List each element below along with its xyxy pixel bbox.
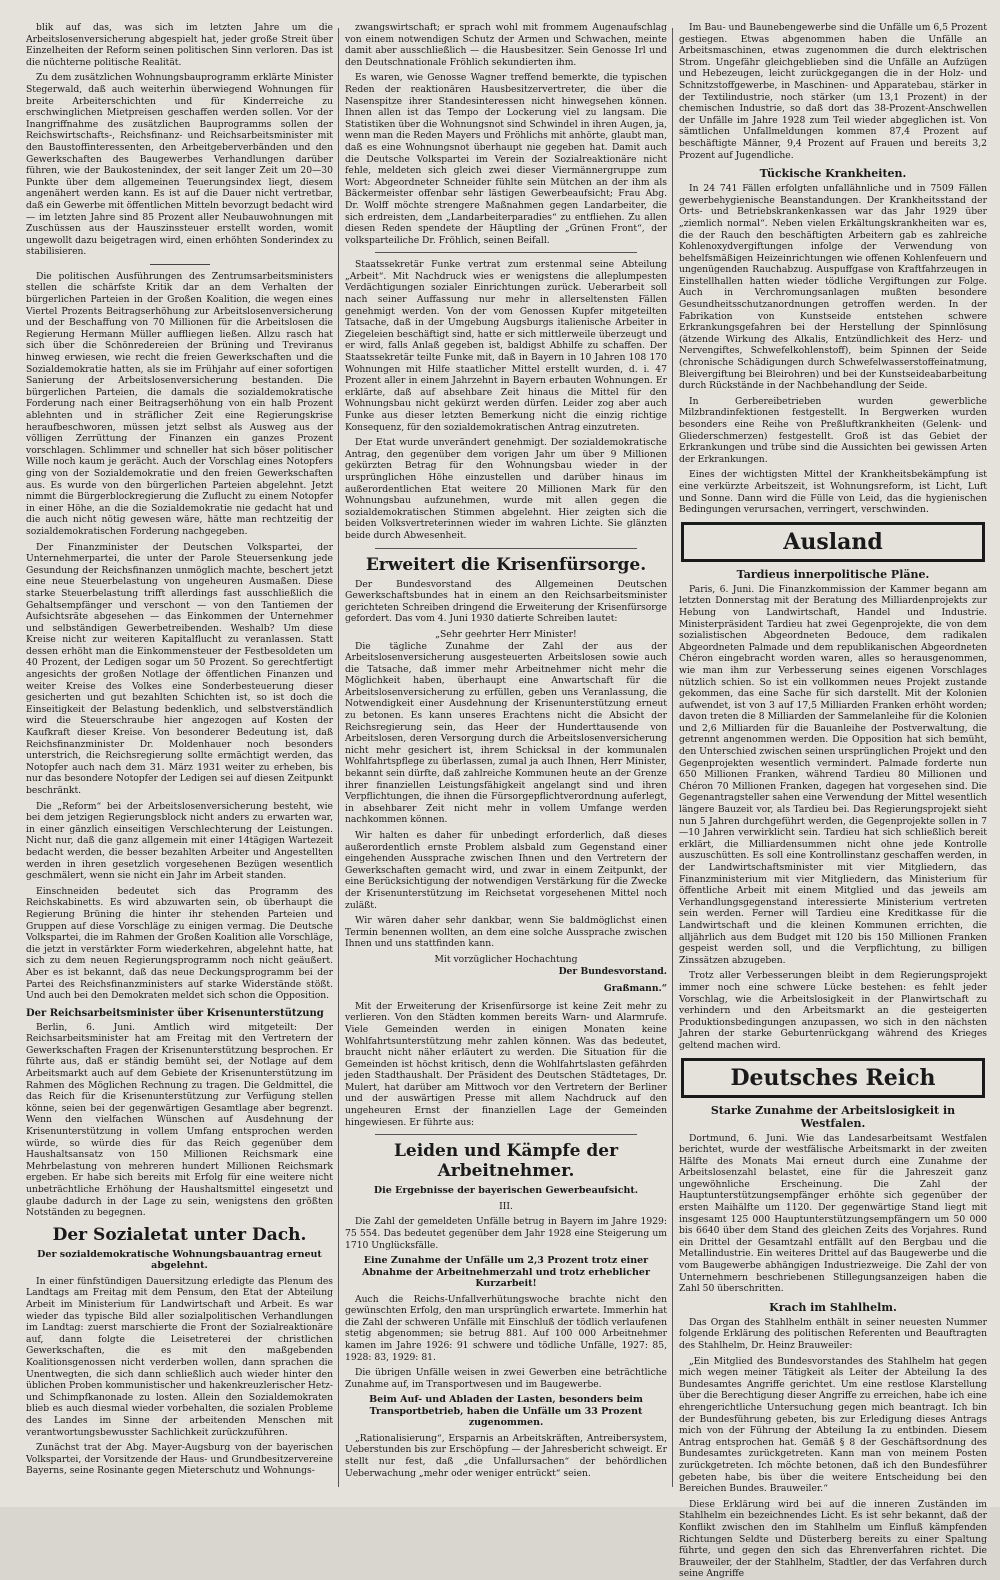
letter-closing: Mit vorzüglicher Hochachtung	[434, 953, 578, 965]
article-paragraph: Einschneiden bedeutet sich das Programm des Reichskabinetts. Es wird abzuwarten sein, ob überhaupt die Regierung Brüning die hinter ihr stehenden Parteien und Gruppen auf diese Vorschläge zu einigen vermag. Die Deutsche Volkspartei, die im Rahmen der Großen Koalition alle Vorschläge, die jetzt in verstärkter Form wiederkehren, abgelehnt hatte, hat sich zu dem neuen Regierungsprogramm noch nicht geäußert. Aber es ist bekannt, daß das neue Deckungsprogramm bei der Partei des Reichsfinanzministers auf starke Widerstände stößt. Und auch bei den Demokraten meldet sich schon die Opposition.	[26, 885, 333, 1002]
article-paragraph: Der Finanzminister der Deutschen Volkspartei, der Unternehmerpartei, die unter der Parole Steuersenkung jede Gesundung der Reichsfinanzen unmöglich machte, beschert jetzt eine neue Steuerbelastung von ungeheuren Ausmaßen. Diese starke Steuerbelastung trifft allerdings fast ausschließlich die Gehaltsempfänger und verschont — von den Tantiemen der Aufsichtsräte abgesehen — das Einkommen der Unternehmer und selbständigen Gewerbetreibenden. Weshalb? Um diese Kreise nicht zur weiteren Kapitalflucht zu veranlassen. Statt dessen erhöht man die Einkommensteuer der Festbesoldeten um 40 Prozent, der Ledigen sogar um 50 Prozent. So gerechtfertigt angesichts der großen Notlage der öffentlichen Finanzen und weiter Kreise des Volkes eine Sonderbesteuerung dieser gesicherten und gut bezahlten Schichten ist, so ist doch die Einseitigkeit der Belastung bedenklich, und selbstverständlich wird die Steuerschraube hier angezogen auf Kosten der Kaufkraft dieser Kreise. Von besonderer Bedeutung ist, daß Reichsfinanzminister Dr. Moldenhauer noch besonders unterstrich, die Reichsregierung sollte ermächtigt werden, das Notopfer auch nach dem 31. März 1931 weiter zu erheben, bis nur das besondere Notopfer der Ledigen sei auf diesen Zeitpunkt beschränkt.	[26, 541, 333, 796]
article-paragraph: Die „Reform“ bei der Arbeitslosenversicherung besteht, wie bei dem jetzigen Regierungsblock nicht anders zu erwarten war, in einer gänzlich einseitigen Verschlechterung der Leistungen. Nicht nur, daß die ganz allgemein mit einer 14tägigen Wartezeit bedacht werden, die besser bezahlten Arbeiter und Angestellten werden in ihren gesetzlich vorgesehenen Bezügen wesentlich geschmälert, wenn sie nicht ein Jahr im Arbeit standen.	[26, 800, 333, 882]
article-headline: Erweitert die Krisenfürsorge.	[365, 554, 647, 575]
article-paragraph: Auch die Reichs-Unfallverhütungswoche brachte nicht den gewünschten Erfolg, den man ursprünglich erwartete. Immerhin hat die Zahl der schweren Unfälle mit Einschluß der tödlich verlaufenen stetig abgenommen; sie betrug 881. Auf 100 000 Arbeitnehmer kamen im Jahre 1926: 91 schwere und tödliche Unfälle, 1927: 85, 1928: 83, 1929: 81.	[345, 1293, 667, 1363]
article-headline: Starke Zunahme der Arbeitslosigkeit in Westfalen.	[710, 1103, 956, 1130]
section-banner: Deutsches Reich	[681, 1058, 985, 1098]
article-paragraph: In Gerbereibetrieben wurden gewerbliche Milzbrandinfektionen festgestellt. In Bergwerken wurden besonders eine Reihe von Preßluftkrankheiten (Gelenk- und Gliederschmerzen) festgestellt. Groß ist das Gebiet der Erkrankungen und trübe sind die Aussichten bei gewissen Arten der Erkrankungen.	[679, 395, 987, 465]
article-paragraph: Paris, 6. Juni. Die Finanzkommission der Kammer begann am letzten Donnerstag mit der Beratung des Milliardenprojekts zur Hebung von Landwirtschaft, Handel und Industrie. Ministerpräsident Tardieu hat zwei Gegenprojekte, die von dem sozialistischen Abgeordneten Bedouce, dem radikalen Abgeordneten Palmade und dem republikanischen Abgeordneten Chéron eingebracht worden waren, alles so herausgenommen, wie man ihm zur Verbesserung seines eigenen Vorschlages nützlich schien. So ist ein vollkommen neues Projekt zustande gekommen, das eine Sache für sich darstellt. Mit der Kolonien aufwendet, ist von 3 auf 17,5 Milliarden Franken erhöht worden; davon treten die 8 Milliarden der Sammelanleihe für die Kolonien und 2,6 Milliarden für die Bauanleihe der Postverwaltung, die getrennt angenommen werden. Die Opposition hat sich bemüht, den Unterschied zwischen seinen ursprünglichen Projekt und den Gegenprojekten wesentlich vermindert. Palmade forderte nun 650 Millionen Franken, während Tardieu 80 Millionen und Chéron 70 Millionen Franken, dagegen hat vorgesehen sind. Die Gegenantragsteller sahen eine Verwendung der Mittel wesentlich längere Bauzeit vor, als Tardieu bei. Das Regierungsprojekt sieht nun 5 Jahren durchgeführt werden, die Gegenprojekte sollen in 7—10 Jahren verwirklicht sein. Tardieu hat sich schließlich bereit erklärt, die Milliardensummen nicht ohne jede Kontrolle auszuschütten. Es soll eine Kontrollinstanz geschaffen werden, in der Landwirtschaftsminister mit vier Mitgliedern, das Finanzministerium mit vier Mitgliedern, das Ministerium für öffentliche Arbeit mit einem Mitglied und das jeweils am Verhandlungsgegenstand interessierte Ministerium vertreten sein werden. Ferner will Tardieu eine Kreditkasse für die Landwirtschaft und die kleinen Kommunen errichten, die alljährlich aus dem Budget mit 120 bis 150 Millionen Franken gespeist werden soll, und die Verpflichtung, zu billigen Zinssätzen abzugeben.	[679, 583, 987, 966]
column-2	[345, 22, 667, 1487]
article-paragraph: blik auf das, was sich im letzten Jahre um die Arbeitslosenversicherung abgespielt hat, jeder große Streit über Einzelheiten der Reform seinen politischen Sinn verloren. Das ist die nüchterne politische Realität.	[26, 22, 333, 68]
article-paragraph: Mit der Erweiterung der Krisenfürsorge ist keine Zeit mehr zu verlieren. Von den Städten kommen bereits Warn- und Alarmrufe. Viele Gemeinden werden in einigen Monaten keine Wohlfahrtsunterstützung mehr zahlen können. Was das bedeutet, braucht nicht näher erläutert zu werden. Die Situation für die Gemeinden ist höchst kritisch, denn die Wohlfahrtslasten gefährden jeden Stadthaushalt. Der Präsident des Deutschen Städtetages, Dr. Mulert, hat darüber am Mittwoch vor den Vertretern der Berliner und der auswärtigen Presse mit allem Nachdruck auf den ungeheuren Ernst der finanziellen Lage der Gemeinden hingewiesen. Er führte aus:	[345, 1000, 667, 1128]
column-1	[26, 22, 333, 1487]
article-headline: Tückische Krankheiten.	[759, 167, 907, 181]
article-subheadline: Der sozialdemokratische Wohnungsbauantrag erneut abgelehnt.	[37, 1248, 322, 1272]
section-banner: Ausland	[681, 522, 985, 562]
column-divider	[338, 28, 339, 1487]
article-paragraph: Die Zahl der gemeldeten Unfälle betrug in Bayern im Jahre 1929: 75 554. Das bedeutet gegenüber dem Jahr 1928 eine Steigerung um 1710 Unglücksfälle.	[345, 1216, 667, 1251]
article-paragraph: In einer fünfstündigen Dauersitzung erledigte das Plenum des Landtags am Freitag mit dem Pensum, den Etat der Abteilung Arbeit im Ministerium für Landwirtschaft und Arbeit. Es war wieder das typische Bild aller sozialpolitischen Verhandlungen im Landtag: zuerst marschierte die Front der Sozialreaktionäre auf, dann folgte die Leisetreterei der christlichen Gewerkschaften, die es mit den maßgebenden Koalitionsgenossen nicht verderben wollen, dann sprachen die Unentwegten, die sich dann schließlich auch wieder hinter den üblichen Proben kommunistischer und hakenkreuzlerischer Hetz- und Schimpfkanonade zu losten. Allein den Sozialdemokraten blieb es auch diesmal wieder vorbehalten, die sozialen Probleme des Landes im Sinne der arbeitenden Menschen mit verantwortungsbewusster Sachlichkeit zurückzuführen.	[26, 1275, 333, 1438]
separator	[375, 1134, 637, 1135]
article-paragraph: zwangswirtschaft; er sprach wohl mit frommem Augenaufschlag von einem notwendigen Schutz der Armen und Schwachen, meinte damit aber ausschließlich — die Hausbesitzer. Sein Genosse Irl und den Deutschnationale Fröhlich sekundierten ihm.	[345, 22, 667, 68]
article-paragraph: Der Etat wurde unverändert genehmigt. Der sozialdemokratische Antrag, den gegenüber dem vorigen Jahr um über 9 Millionen gekürzten Betrag für den Wohnungsbau wieder in der ursprünglichen Höhe einzustellen und darüber hinaus im außerordentlichen Etat weitere 20 Millionen Mark für den Wohnungsbau aufzunehmen, wurde mit allen gegen die sozialdemokratischen Stimmen abgelehnt. Hier zeigten sich die beiden Volksvertreterinnen wieder im wahren Lichte. Sie glänzten beide durch Abwesenheit.	[345, 437, 667, 541]
letter-signer-name: Graßmann.“	[603, 983, 667, 995]
column-3	[679, 22, 987, 1580]
article-paragraph: Der Bundesvorstand des Allgemeinen Deutschen Gewerkschaftsbundes hat in einem an den Reichsarbeitsminister gerichteten Schreiben dringend die Erweiterung der Krisenfürsorge gefordert. Das vom 4. Juni 1930 datierte Schreiben lautet:	[345, 578, 667, 625]
separator	[375, 252, 637, 253]
separator	[375, 548, 637, 549]
article-paragraph: „Rationalisierung“, Ersparnis an Arbeitskräften, Antreibersystem, Ueberstunden bis zur Erschöpfung — der Jahresbericht schweigt. Er stellt nur fest, daß „die Unfallursachen“ der behördlichen Ueberwachung „mehr oder weniger entrückt“ seien.	[345, 1432, 667, 1479]
letter-salutation: „Sehr geehrter Herr Minister!	[435, 628, 577, 640]
article-subheading: Beim Auf- und Abladen der Lasten, besonders beim Transportbetrieb, haben die Unfälle um 33 Prozent zugenommen.	[369, 1394, 643, 1429]
article-paragraph: In 24 741 Fällen erfolgten unfallähnliche und in 7509 Fällen gewerbehygienische Beanstandungen. Der Krankheitsstand der Orts- und Betriebskrankenkassen war das Jahr 1929 über „ziemlich normal“. Neben vielen Erkältungskrankheiten war es, die der Rauch den beschäftigten Arbeitern gab es zahlreiche Kohlenoxydvergiftungen infolge der Verwendung von behelfsmäßigen Heizeinrichtungen wie offenen Kohlenfeuern und ungenügenden Rauchabzug. Auspuffgase von Kraftfahrzeugen in Einstellhallen hatten wieder tödliche Vergiftungen zur Folge. Auch in Verchromungsanlagen mußten besondere Gesundheitsschutzanordnungen getroffen werden. In der Fabrikation von Kunstseide entstehen schwere Erkrankungsgefahren bei der Herstellung der Spinnlösung (ätzende Wirkung des Alkalis, Entzündlichkeit des Herz- und Nervengiftes, Schwefelkohlenstoff), beim Spinnen der Seide (chronische Schädigungen durch Schwefelwasserstoffeinatmung, Bleivergiftung bei Bleirohren) und bei der Kunstseideabarbeitung durch Rückstände in der Nachbehandlung der Seide.	[679, 183, 987, 392]
article-headline: Der Sozialetat unter Dach.	[52, 1224, 307, 1245]
letter-paragraph: Die tägliche Zunahme der Zahl der aus der Arbeitslosenversicherung ausgesteuerten Arbeitslosen sowie auch die Tatsache, daß immer mehr Arbeitnehmer nicht mehr die Möglichkeit haben, überhaupt eine Anwartschaft für die Arbeitslosenversicherung zu erfüllen, geben uns Veranlassung, die Notwendigkeit einer Ausdehnung der Krisenunterstützung erneut zu betonen. Es kann unseres Erachtens nicht die Absicht der Reichsregierung sein, das Heer der Hunderttausende von Arbeitslosen, deren Versorgung durch die Arbeitslosenversicherung nicht mehr gesichert ist, ihrem Schicksal in der kommunalen Wohlfahrtspflege zu überlassen, zumal ja auch Ihnen, Herr Minister, bekannt sein dürfte, daß zahlreiche Kommunen heute an der Grenze ihrer finanziellen Leistungsfähigkeit angelangt sind und ihren Verpflichtungen, die ihnen die Fürsorgepflichtverordnung auferlegt, in absehbarer Zeit nicht mehr in vollem Umfange werden nachkommen können.	[345, 640, 667, 826]
article-paragraph: Es waren, wie Genosse Wagner treffend bemerkte, die typischen Reden der reaktionären Hausbesitzervertreter, die über die Nasenspitze ihrer Standesinteressen nicht hinwegsehen können. Ihnen allen ist das Tempo der Lockerung viel zu langsam. Die Statistiken über die Wohnungsnot sind Schwindel in ihren Augen, ja, wenn man die Reden Mayers und Fröhlichs mit anhörte, glaubt man, daß es eine Wohnungsnot überhaupt nie gegeben hat. Damit auch die Deutsche Volkspartei im Verein der Sozialreaktionäre nicht fehle, meldeten sich gleich zwei dieser Viermännergruppe zum Wort: Abgeordneter Schneider fühlte sein Mütchen an der ihm als Bäckermeister offenbar sehr lästigen Gewerbeaufsicht; Frau Abg. Dr. Wolff möchte strengere Maßnahmen gegen Landarbeiter, die sich erdreisten, dem „Landarbeiterparadies“ zu entfliehen. Zu allen diesen Reden spendete der Häuptling der „Grünen Front“, der volksparteiliche Dr. Fröhlich, seinen Beifall.	[345, 72, 667, 246]
letter-paragraph: Wir wären daher sehr dankbar, wenn Sie baldmöglichst einen Termin benennen wollten, an dem eine solche Aussprache zwischen Ihnen und uns stattfinden kann.	[345, 915, 667, 950]
column-divider	[672, 28, 673, 1487]
article-subheadline: Die Ergebnisse der bayerischen Gewerbeaufsicht.	[373, 1185, 639, 1197]
article-headline: Krach im Stahlhelm.	[769, 1300, 897, 1314]
article-paragraph: Zunächst trat der Abg. Mayer-Augsburg von der bayerischen Volkspartei, der Vorsitzende der Haus- und Grundbesitzervereine Bayerns, seine Rosinante gegen Mieterschutz und Wohnungs-	[26, 1442, 333, 1477]
article-paragraph: Diese Erklärung wird bei auf die inneren Zuständen im Stahlhelm ein bezeichnendes Licht. Es ist sehr bekannt, daß der Konflikt zwischen den im Stahlhelm um Einfluß kämpfenden Richtungen Seldte und Düsterberg bereits zu einer Spaltung führte, und gegen den sich das Ehrenverfahren richtet. Die Brauweiler, der der Stahlhelm, Stadtler, der das Verfahren durch seine Angriffe	[679, 1498, 987, 1580]
article-headline: Tardieus innerpolitische Pläne.	[736, 567, 930, 581]
article-paragraph: Das Organ des Stahlhelm enthält in seiner neuesten Nummer folgende Erklärung des politischen Referenten und Beauftragten des Stahlhelm, Dr. Heinz Brauweiler:	[679, 1316, 987, 1351]
article-paragraph: Trotz aller Verbesserungen bleibt in dem Regierungsprojekt immer noch eine schwere Lücke bestehen: es fehlt jeder Vorschlag, wie die Arbeitslosigkeit in der Planwirtschaft zu verhindern und den Arbeitsmarkt an die gesteigerten Produktionsbedingungen anzupassen, wo sich in den nächsten Jahren der starke Geburtenrückgang während des Krieges geltend machen wird.	[679, 970, 987, 1051]
separator	[150, 264, 210, 265]
article-paragraph: Berlin, 6. Juni. Amtlich wird mitgeteilt: Der Reichsarbeitsminister hat am Freitag mit den Vertretern der Gewerkschaften Fragen der Krisenunterstützung besprochen. Er führte aus, daß er ständig bemüht sei, der Notlage auf dem Arbeitsmarkt auch auf dem Gebiete der Krisenunterstützung im Rahmen des Möglichen Rechnung zu tragen. Die Geldmittel, die das Reich für die Krisenunterstützung zur Verfügung stellen könne, seien bei der gegenwärtigen Gesamtlage aber begrenzt. Wenn den vielfachen Wünschen auf Ausdehnung der Krisenunterstützung in vollem Umfang entsprochen werden würde, so würde dies für das Reich gegenüber dem Haushaltsansatz von 150 Millionen Reichsmark eine Mehrbelastung von mehreren hundert Millionen Reichsmark ergeben. Er habe sich bereits mit Erfolg für eine weitere nicht unbeträchtliche Erhöhung der Haushaltsmittel eingesetzt und glaube dadurch in der Lage zu sein, wenigstens den größten Notständen zu begegnen.	[26, 1021, 333, 1219]
article-paragraph: „Ein Mitglied des Bundesvorstandes des Stahlhelm hat gegen mich wegen meiner Tätigkeit als Leiter der Abteilung Ia des Bundesamtes Angriffe gerichtet. Um eine restlose Klarstellung über die Berechtigung dieser Angriffe zu erreichen, habe ich eine ehrengerichtliche Untersuchung gegen mich beantragt. Ich bin der Bundesführung gebeten, bis zur Erledigung dieses Antrags mich von der Führung der Abteilung Ia zu entbinden. Diesem Antrag entsprochen hat. Gemäß § 8 der Geschäftsordnung des Bundesamtes zurückgetreten. Kann man von meinem Posten zurückgetreten. Ich möchte betonen, daß ich den Bundesführer gebeten habe, bis über die weitere Entscheidung bei den Bereichen Bundes. Brauweiler.“	[679, 1355, 987, 1495]
letter-paragraph: Wir halten es daher für unbedingt erforderlich, daß dieses außerordentlich ernste Problem alsbald zum Gegenstand einer eingehenden Aussprache zwischen Ihnen und den Vertretern der Gewerkschaften gemacht wird, und zwar in einem Zeitpunkt, der eine Berücksichtigung der notwendigen Verstärkung für die Zwecke der Krisenunterstützung im Reichsetat vorgesehenen Mittel noch zuläßt.	[345, 830, 667, 911]
article-headline: Leiden und Kämpfe der Arbeitnehmer.	[393, 1141, 619, 1182]
letter-signer: Der Bundesvorstand.	[558, 965, 667, 977]
article-paragraph: Die übrigen Unfälle weisen in zwei Gewerben eine beträchtliche Zunahme auf, im Transportwesen und im Baugewerbe.	[345, 1367, 667, 1390]
article-paragraph: Zu dem zusätzlichen Wohnungsbauprogramm erklärte Minister Stegerwald, daß auch weiterhin überwiegend Wohnungen für breite Arbeiterschichten und für Kinderreiche zu erschwinglichen Mietpreisen geschaffen werden sollen. Vor der Inangriffnahme des zusätzlichen Bauprogramms sollen der Reichswirtschafts-, Reichsfinanz- und Reichsarbeitsminister mit den Baustoffinteressenten, den Arbeitgeberverbänden und den Gewerkschaften des Baugewerbes Verhandlungen darüber führen, wie der Baukostenindex, der seit langer Zeit um 20—30 Punkte über dem allgemeinen Teuerungsindex liegt, diesem angenähert werden kann. Es ist auf die Dauer nicht vertretbar, daß ein Gewerbe mit öffentlichen Mitteln bevorzugt bedacht wird — im letzten Jahre sind 85 Prozent aller Neubauwohnungen mit Zuschüssen aus der Hauszinssteuer erstellt worden, womit ungewollt dazu beigetragen wird, einen erhöhten Sonderindex zu stabilisieren.	[26, 72, 333, 258]
article-paragraph: Staatssekretär Funke vertrat zum erstenmal seine Abteilung „Arbeit“. Mit Nachdruck wies er wenigstens die alleplumpesten Verdächtigungen sozialer Einrichtungen zurück. Ueberarbeit soll nach seiner Auffassung nur mehr in allerseltensten Fällen genehmigt werden. Von der vom Genossen Kupfer mitgeteilten Tatsache, daß in der Umgebung Augsburgs italienische Arbeiter in Ziegeleien beschäftigt sind, hatte er sich mittlerweile überzeugt und er wird, falls Anlaß gegeben ist, baldigst Abhilfe zu schaffen. Der Staatssekretär teilte Funke mit, daß in Bayern in 10 Jahren 108 170 Wohnungen mit Hilfe staatlicher Mittel erstellt wurden, d. i. 47 Prozent aller in einem Jahrzehnt in Bayern erbauten Wohnungen. Er erklärte, daß auf absehbare Zeit hinaus die Mittel für den Wohnungsbau nicht gekürzt werden dürfen. Leider zog aber auch Funke aus dieser letzten Bemerkung nicht die einzig richtige Konsequenz, für den sozialdemokratischen Antrag einzutreten.	[345, 259, 667, 433]
article-subheading: Eine Zunahme der Unfälle um 2,3 Prozent trotz einer Abnahme der Arbeitnehmerzahl und trotz erheblicher Kurzarbeit!	[362, 1255, 650, 1290]
article-paragraph: Die politischen Ausführungen des Zentrumsarbeitsministers stellen die schärfste Kritik dar an dem Verhalten der bürgerlichen Parteien in der Großen Koalition, die wegen eines Viertel Prozents Beitragserhöhung zur Arbeitslosenversicherung und der Beschaffung von 70 Millionen für die Arbeitslosen die Regierung Hermann Müller auffliegen ließen. Allzu rasch hat sich über die Schönredereien der Brüning und Treviranus hinweg erwiesen, wie recht die freien Gewerkschaften und die Sozialdemokratie hatten, als sie im Frühjahr auf einer sofortigen Sanierung der Arbeitslosenversicherung bestanden. Die bürgerlichen Parteien, die damals die sozialdemokratische Forderung nach einer Beitragserhöhung von ein halb Prozent ablehnten und in sträflicher Zeit eine Regierungskrise heraufbeschworen, müssen jetzt selbst als Ausweg aus der völligen Zerrüttung der Finanzen ein ganzes Prozent vorschlagen. Schlimmer und schneller hat sich böser politischer Wille noch kaum je gerächt. Auch der Vorschlag eines Notopfers ging von der Sozialdemokratie und den freien Gewerkschaften aus. Es wurde von den bürgerlichen Parteien abgelehnt. Jetzt nimmt die Bürgerblockregierung die Zuflucht zu einem Notopfer in einer Höhe, an die die Sozialdemokratie nie gedacht hat und die auch nicht nötig gewesen wäre, hätte man rechtzeitig der sozialdemokratischen Forderung nachgegeben.	[26, 270, 333, 537]
part-number: III.	[499, 1200, 513, 1212]
article-paragraph: Im Bau- und Baunebengewerbe sind die Unfälle um 6,5 Prozent gestiegen. Etwas abgenommen haben die Unfälle an Arbeitsmaschinen, etwas zugenommen die durch elektrischen Strom. Ungefähr gleichgeblieben sind die Unfälle an Aufzügen und Hebezeugen, leicht zurückgegangen die in der Holz- und Schnitzstoffgewerbe, in Maschinen- und Apparatebau, stärker in der Textilindustrie, noch stärker (um 13,1 Prozent) in der chemischen Industrie, so daß dort das 38-Prozent-Anschwellen der Unfälle im Jahre 1928 zum Teil wieder abgeglichen ist. Von sämtlichen Unfallmeldungen kommen 87,4 Prozent auf beschäftigte Männer, 9,4 Prozent auf Frauen und bereits 3,2 Prozent auf Jugendliche.	[679, 22, 987, 161]
article-paragraph: Eines der wichtigsten Mittel der Krankheitsbekämpfung ist eine verkürzte Arbeitszeit, ist Wohnungsreform, ist Licht, Luft und Sonne. Dann wird die Fülle von Leid, das die hygienischen Bedingungen verursachen, verringert, verschwinden.	[679, 469, 987, 516]
article-heading: Der Reichsarbeitsminister über Krisenunterstützung	[26, 1007, 324, 1019]
article-paragraph: Dortmund, 6. Juni. Wie das Landesarbeitsamt Westfalen berichtet, wurde der westfälische Arbeitsmarkt in der zweiten Hälfte des Monats Mai erneut durch eine Zunahme der Arbeitslosenzahl belastet, eine für die Jahreszeit ganz ungewöhnliche Erscheinung. Die Zahl der Hauptunterstützungsempfänger erhöhte sich gegenüber der ersten Maihälfte um 1120. Der gegenwärtige Stand liegt mit insgesamt 125 000 Hauptunterstützungsempfängern um 50 000 bis 6640 über dem Stand des gleichen Zeits des Vorjahres. Rund ein Drittel der Gesamtzahl entfällt auf den Bergbau und die Metallindustrie. Ein weiteres Drittel auf das Baugewerbe und die vom Baugewerbe abhängigen Industriezweige. Die Zahl der von Unternehmern beschriebenen Stillegungsanzeigen haben die Zahl 50 überschritten.	[679, 1132, 987, 1295]
